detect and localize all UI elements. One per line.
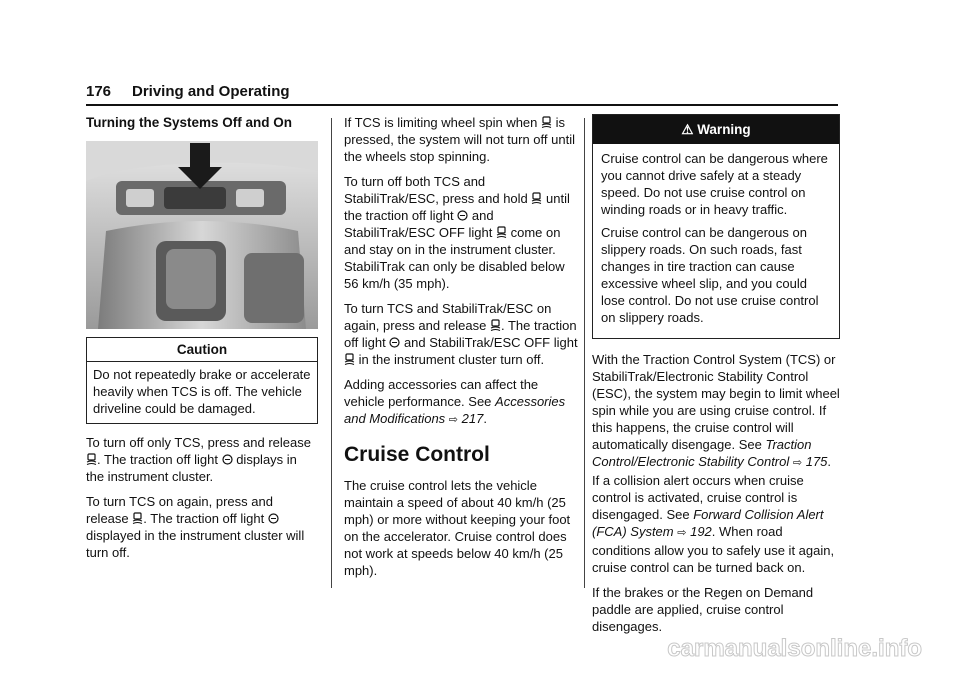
page-ref-arrow-icon: ⇨ <box>677 527 687 539</box>
cross-reference-link[interactable]: Traction Control/Electronic Stability Control <box>592 437 812 469</box>
traction-off-light-icon <box>268 512 279 525</box>
warning-text: Cruise control can be dangerous where you cannot drive safely at a steady speed. Do not use cruise control on winding roads or in heavy traffic. <box>601 151 828 217</box>
paragraph: Adding accessories can affect the vehicle performance. See Accessories and Modifications ⇨ 217. <box>344 377 566 426</box>
stabilitrak-off-icon <box>344 353 355 366</box>
warning-title: ⚠ Warning <box>593 115 839 144</box>
page-ref-arrow-icon: ⇨ <box>792 457 803 469</box>
watermark <box>562 634 922 662</box>
section-title: Driving and Operating <box>132 83 290 100</box>
caution-box <box>86 337 318 424</box>
paragraph: With the Traction Control System (TCS) or StabiliTrak/Electronic Stability Control (ESC), the system may begin to limit wheel spin while you are using cruise control. If this happens, the cruise control will automatically disengage. See Traction Control/Electronic Stability Control ⇨ 175. If a collision alert occurs when cruise control is activated, cruise control is disengaged. See Forward Collision Alert (FCA) System ⇨ 192. When road conditions allow you to safely use it again, cruise control can be turned back on. <box>592 352 840 575</box>
paragraph: If TCS is limiting wheel spin when is pressed, the system will not turn off until the wheels stop spinning. <box>344 115 575 164</box>
cross-reference-link[interactable]: Accessories and Modifications <box>344 394 566 426</box>
traction-button-illustration <box>86 141 318 329</box>
page-number: 176 <box>86 83 112 100</box>
paragraph: To turn TCS on again, press and release . The traction off light displayed in the instrument cluster will turn off. <box>86 494 305 560</box>
subsection-heading: Turning the Systems Off and On <box>86 115 293 130</box>
column-divider <box>584 118 585 588</box>
traction-control-icon <box>86 453 97 466</box>
console-photo <box>86 141 318 329</box>
caution-title: Caution <box>87 338 317 362</box>
warning-box <box>592 114 840 339</box>
cross-reference-link[interactable]: Forward Collision Alert (FCA) System <box>592 507 824 539</box>
page-header <box>86 82 838 106</box>
paragraph: To turn off only TCS, press and release . The traction off light displays in the instrument cluster. <box>86 435 311 484</box>
warning-text: Cruise control can be dangerous on slippery roads. On such roads, fast changes in tire traction can cause excessive wheel slip, and you could lose control. Do not use cruise control on slippery roads. <box>601 225 819 325</box>
section-heading: Cruise Control <box>344 443 490 466</box>
paragraph: If the brakes or the Regen on Demand paddle are applied, cruise control disengages. <box>592 585 814 634</box>
paragraph: The cruise control lets the vehicle maintain a speed of about 40 km/h (25 mph) or more without keeping your foot on the accelerator. Cruise control does not work at speeds below 40 km/h (25 mph). <box>344 478 571 578</box>
traction-off-light-icon <box>389 336 400 349</box>
traction-off-light-icon <box>222 453 233 466</box>
paragraph: To turn off both TCS and StabiliTrak/ESC, press and hold until the traction off light and StabiliTrak/ESC OFF light come on and stay on in the instrument cluster. StabiliTrak can only be disabled below 56 km/h (35 mph). <box>344 174 570 291</box>
warning-icon: ⚠ <box>681 122 694 137</box>
traction-off-light-icon <box>457 209 468 222</box>
column-3 <box>592 114 840 643</box>
svg-text:carmanualsonline.info: carmanualsonline.info <box>667 635 922 662</box>
caution-text: Do not repeatedly brake or accelerate heavily when TCS is off. The vehicle driveline could be damaged. <box>93 367 311 416</box>
column-1 <box>86 114 318 569</box>
warning-body <box>593 144 839 338</box>
column-2 <box>344 114 578 587</box>
stabilitrak-off-icon <box>496 226 507 239</box>
traction-control-icon <box>490 319 501 332</box>
page-reference[interactable]: 192 <box>690 524 712 539</box>
page-ref-arrow-icon: ⇨ <box>448 414 459 426</box>
page-reference[interactable]: 175 <box>805 454 828 469</box>
traction-control-icon <box>541 116 552 129</box>
traction-control-icon <box>132 512 143 525</box>
page-reference[interactable]: 217 <box>461 411 484 426</box>
traction-control-icon <box>531 192 542 205</box>
column-divider <box>331 118 332 588</box>
paragraph: To turn TCS and StabiliTrak/ESC on again, press and release . The traction off light and StabiliTrak/ESC OFF light in the instrument cluster turn off. <box>344 301 578 367</box>
